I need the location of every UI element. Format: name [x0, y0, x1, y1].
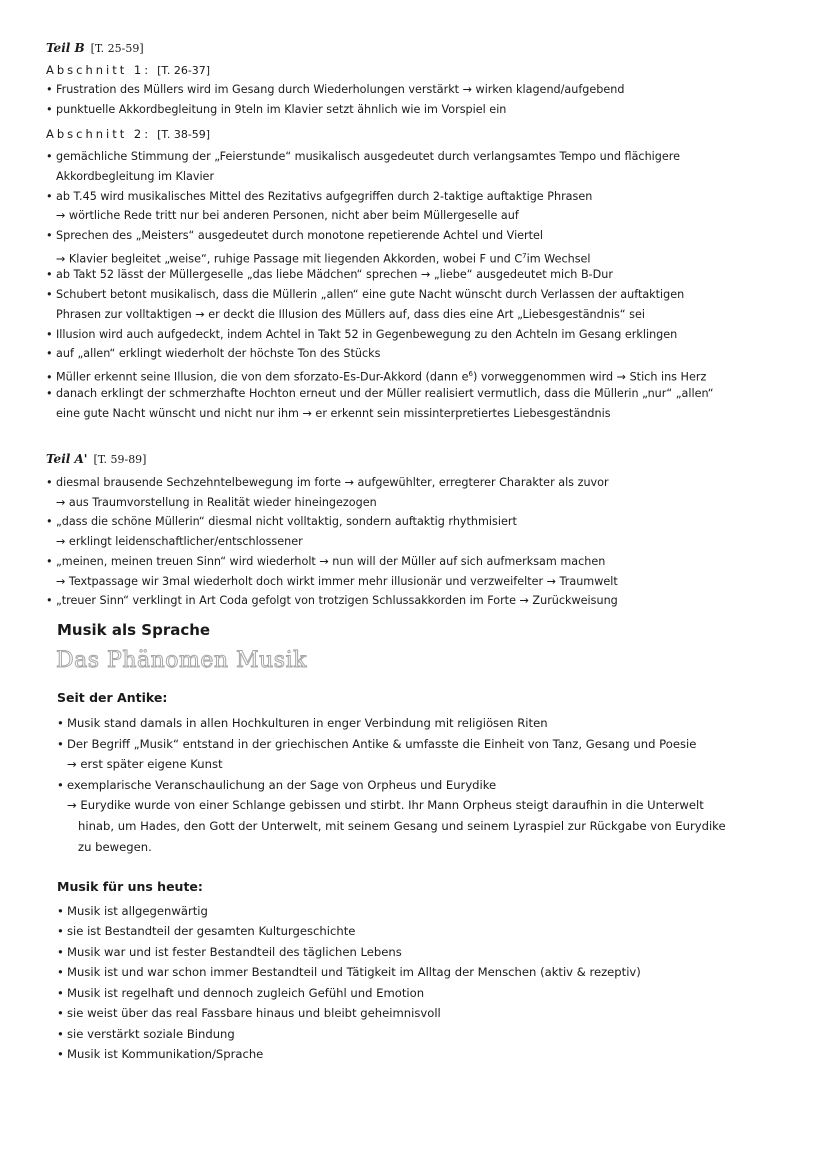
list-item: • Musik ist regelhaft und dennoch zugleich Gefühl und Emotion	[57, 986, 425, 1000]
list-item: • Musik ist allgegenwärtig	[57, 904, 208, 918]
list-item: • danach erklingt der schmerzhafte Hochton erneut und der Müller realisiert vermutlich, dass die Müllerin „nur“ „allen“	[46, 387, 714, 400]
list-item-continuation: eine gute Nacht wünscht und nicht nur ihm → er erkennt sein missinterpretiertes Liebesgeständnis	[56, 407, 611, 420]
list-item: • auf „allen“ erklingt wiederholt der höchste Ton des Stücks	[46, 347, 381, 360]
superscript: 7	[522, 252, 527, 260]
abschnitt-2-label: Abschnitt 2:	[46, 127, 152, 141]
heute-heading: Musik für uns heute:	[57, 879, 203, 894]
list-item-continuation: → erklingt leidenschaftlicher/entschlossener	[56, 535, 303, 548]
teil-b-heading	[46, 41, 144, 55]
list-item: • „treuer Sinn“ verklingt in Art Coda gefolgt von trotzigen Schlussakkorden im Forte → Zurückweisung	[46, 594, 618, 607]
list-item: • diesmal brausende Sechzehntelbewegung im forte → aufgewühlter, erregterer Charakter als zuvor	[46, 476, 609, 489]
section-title: Musik als Sprache	[57, 621, 211, 639]
abschnitt-2-heading	[46, 127, 210, 141]
list-item: • exemplarische Veranschaulichung an der Sage von Orpheus und Eurydike	[57, 778, 497, 792]
list-item-continuation: → Textpassage wir 3mal wiederholt doch wirkt immer mehr illusionär und verzweifelter → Traumwelt	[56, 575, 618, 588]
list-item: • Illusion wird auch aufgedeckt, indem Achtel in Takt 52 in Gegenbewegung zu den Achteln im Gesang erklingen	[46, 328, 678, 341]
abschnitt-1-heading	[46, 63, 210, 77]
list-item: • Frustration des Müllers wird im Gesang durch Wiederholungen verstärkt → wirken klagend/aufgebend	[46, 83, 625, 96]
teil-a-range: [T. 59-89]	[93, 453, 147, 466]
list-item: • Musik ist und war schon immer Bestandteil und Tätigkeit im Alltag der Menschen (aktiv & rezeptiv)	[57, 965, 641, 979]
list-item-continuation: zu bewegen.	[78, 840, 152, 854]
list-item-continuation: → wörtliche Rede tritt nur bei anderen Personen, nicht aber beim Müllergeselle auf	[56, 209, 519, 222]
teil-b-range: [T. 25-59]	[90, 42, 144, 55]
list-item: • sie ist Bestandteil der gesamten Kulturgeschichte	[57, 924, 356, 938]
list-item: • Müller erkennt seine Illusion, die von dem sforzato-Es-Dur-Akkord (dann $e^6$) vorweggenommen wird → Stich ins Herz	[46, 370, 707, 384]
list-item-continuation: → aus Traumvorstellung in Realität wieder hineingezogen	[56, 496, 377, 509]
list-item: • ab T.45 wird musikalisches Mittel des Rezitativs aufgegriffen durch 2-taktige auftaktige Phrasen	[46, 190, 593, 203]
abschnitt-1-range: [T. 26-37]	[157, 64, 211, 77]
list-item-continuation: → Klavier begleitet „weise“, ruhige Passage mit liegenden Akkorden, wobei F und $C^7im$ Wechsel	[56, 252, 591, 266]
abschnitt-1-label: Abschnitt 1:	[46, 63, 152, 77]
list-item: • Sprechen des „Meisters“ ausgedeutet durch monotone repetierende Achtel und Viertel	[46, 229, 544, 242]
list-item: • „dass die schöne Müllerin“ diesmal nicht volltaktig, sondern auftaktig rhythmisiert	[46, 515, 517, 528]
teil-a-name: Teil A'	[46, 452, 88, 466]
list-item: • sie weist über das real Fassbare hinaus und bleibt geheimnisvoll	[57, 1006, 441, 1020]
abschnitt-2-range: [T. 38-59]	[157, 128, 211, 141]
list-item: • sie verstärkt soziale Bindung	[57, 1027, 235, 1041]
list-item: • „meinen, meinen treuen Sinn“ wird wiederholt → nun will der Müller auf sich aufmerksam machen	[46, 555, 606, 568]
list-item: • Schubert betont musikalisch, dass die Müllerin „allen“ eine gute Nacht wünscht durch Verlassen der auftaktigen	[46, 288, 685, 301]
list-item: • ab Takt 52 lässt der Müllergeselle „das liebe Mädchen“ sprechen → „liebe“ ausgedeutet mich B-Dur	[46, 268, 613, 281]
list-item: • gemächliche Stimmung der „Feierstunde“ musikalisch ausgedeutet durch verlangsamtes Tempo und flächigere	[46, 150, 680, 163]
outlined-heading: Das Phänomen Musik	[56, 648, 307, 673]
list-item: • Musik ist Kommunikation/Sprache	[57, 1047, 264, 1061]
teil-a-heading	[46, 452, 146, 466]
list-item: • Musik stand damals in allen Hochkulturen in enger Verbindung mit religiösen Riten	[57, 716, 548, 730]
list-item: • Der Begriff „Musik“ entstand in der griechischen Antike & umfasste die Einheit von Tanz, Gesang und Poesie	[57, 737, 697, 751]
list-item-continuation: Akkordbegleitung im Klavier	[56, 170, 215, 183]
teil-b-name: Teil B	[46, 41, 85, 55]
list-item-continuation: hinab, um Hades, den Gott der Unterwelt, mit seinem Gesang und seinem Lyraspiel zur Rückgabe von Eurydike	[78, 819, 726, 833]
list-item-continuation: → Eurydike wurde von einer Schlange gebissen und stirbt. Ihr Mann Orpheus steigt daraufhin in die Unterwelt	[67, 798, 704, 812]
list-item: • punktuelle Akkordbegleitung in 9teln im Klavier setzt ähnlich wie im Vorspiel ein	[46, 103, 507, 116]
antike-heading: Seit der Antike:	[57, 690, 168, 705]
superscript: 6	[468, 370, 473, 378]
list-item: • Musik war und ist fester Bestandteil des täglichen Lebens	[57, 945, 402, 959]
list-item-continuation: Phrasen zur volltaktigen → er deckt die Illusion des Müllers auf, dass dies eine Art „Liebesgeständnis“ sei	[56, 308, 645, 321]
list-item-continuation: → erst später eigene Kunst	[67, 757, 223, 771]
